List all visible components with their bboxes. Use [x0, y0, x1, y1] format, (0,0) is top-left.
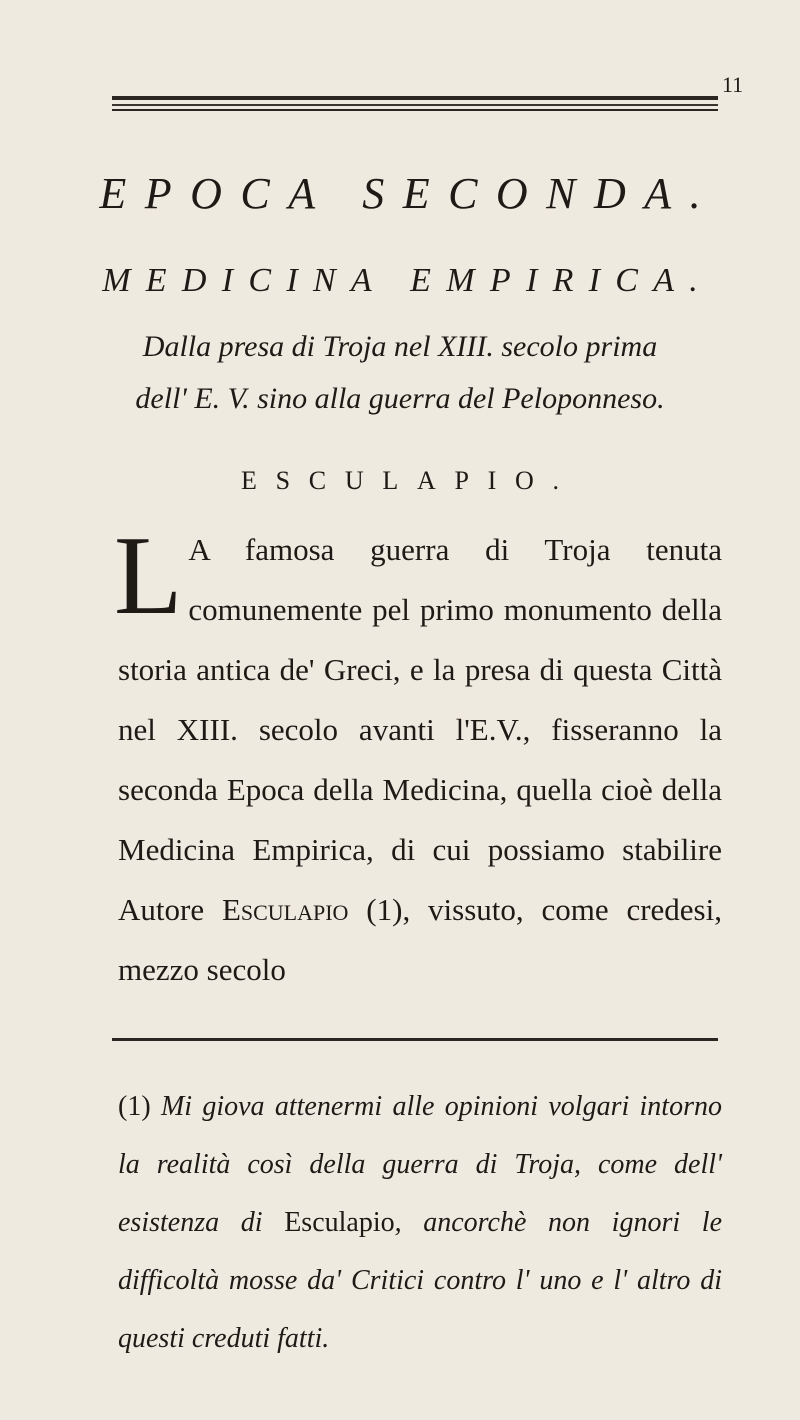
ornament-rule-line — [112, 96, 718, 100]
body-text-start: A famosa guerra di Troja tenuta comunemente pel primo monumento della storia antica de' Greci, e la presa di questa Città nel XIII. secolo avanti l'E.V., fisseranno la seconda Epoca della Medicina, quella cioè della Medicina Empirica, di cui possiamo stabilire Autore — [118, 532, 722, 927]
drop-cap: L — [114, 514, 183, 638]
footnote-marker: (1) — [118, 1091, 151, 1122]
ornament-rule-line — [112, 109, 718, 111]
ornament-rule-line — [112, 104, 718, 106]
footnote-separator-rule — [112, 1038, 718, 1041]
period-description-line-1: Dalla presa di Troja nel XIII. secolo prima — [142, 330, 658, 363]
epoch-title: EPOCA SECONDA. — [99, 169, 720, 218]
period-description-line-2: dell' E. V. sino alla guerra del Peloponneso. — [135, 382, 665, 415]
footnote-text-part-1: Mi giova attenermi alle opinioni volgari intorno la realità così della guerra di Troja, come dell' esistenza di — [118, 1091, 722, 1238]
footnote-text-part-2: , ancorchè non ignori le difficoltà mosse da' Critici contro l' uno e l' altro di questi creduti fatti. — [118, 1207, 722, 1354]
chapter-subtitle: MEDICINA EMPIRICA. — [102, 262, 714, 299]
section-heading: ESCULAPIO. — [241, 466, 578, 495]
author-name: Esculapio — [221, 892, 349, 927]
body-text-end: (1), vissuto, come credesi, mezzo secolo — [118, 892, 722, 987]
page-number: 11 — [722, 72, 744, 97]
footnote — [118, 1078, 722, 1368]
body-paragraph — [114, 514, 722, 1000]
header-ornament-rule — [112, 96, 718, 111]
footnote-name: Esculapio — [284, 1207, 395, 1238]
